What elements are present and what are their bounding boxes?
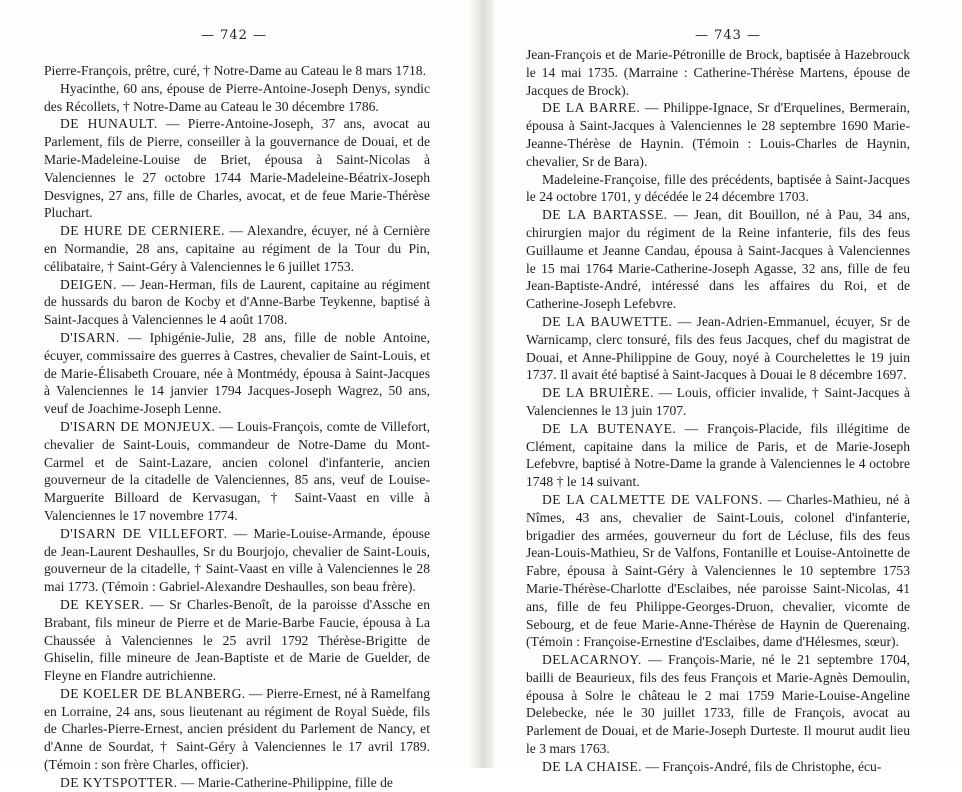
entry-text: — Jean-Adrien-Emmanuel, écuyer, Sr de Warnicamp, clerc tonsuré, fils des feus Jacques, chef du magistrat de Douai, et Anne-Philippine de Gouy, noyé à Courchelettes le 19 juin 1737. Il avait été baptisé à Saint-Jacques à Douai le 8 décembre 1697. (526, 313, 910, 383)
entry (44, 222, 430, 275)
entry-text: — Iphigénie-Julie, 28 ans, fille de noble Antoine, écuyer, commissaire des guerres à Castres, chevalier de Saint-Louis, et de Marie-Élisabeth Crouare, née à Montmédy, épousa à Saint-Jacques à Valenciennes le 14 janvier 1794 Jacques-Joseph Wagrez, 50 ans, veuf de Joachime-Joseph Lenne. (44, 329, 430, 417)
left-page (0, 0, 468, 790)
entry (44, 329, 430, 418)
entry-text: — Pierre-Antoine-Joseph, 37 ans, avocat au Parlement, fils de Pierre, conseiller à la gouvernance de Douai, et de Marie-Madeleine-Louise de Briet, épousa à Saint-Nicolas à Valenciennes le 27 octobre 1744 Marie-Madeleine-Béatrix-Joseph Desvignes, 27 ans, fille de Charles, avocat, et de feue Marie-Thérèse Pluchart. (44, 116, 430, 221)
entry-text: Jean-François et de Marie-Pétronille de Brock, baptisée à Hazebrouck le 14 mai 1735. (Marraine : Catherine-Thérèse Martens, épouse de Jacques de Brock). (526, 47, 910, 98)
entry-heading: D'ISARN. (60, 329, 120, 345)
entry-text: — Louis, officier invalide, † Saint-Jacques à Valenciennes le 13 juin 1707. (526, 385, 910, 418)
page-body (526, 46, 910, 776)
entry-text: — Philippe-Ignace, Sr d'Erquelines, Bermerain, épousa à Saint-Jacques à Valenciennes le 28 septembre 1690 Marie-Jeanne-Thérèse de Haynin. (Témoin : Louis-Charles de Haynin, chevalier, Sr de Bara). (526, 100, 910, 169)
entry-heading: DE LA CALMETTE DE VALFONS. (542, 491, 763, 507)
entry-text: — François-Placide, fils illégitime de Clément, capitaine dans la milice de Paris, et de Marie-Joseph Lefebvre, baptisé à Notre-Dame la grande à Valenciennes le 4 octobre 1748 † le 14 suivant. (526, 420, 911, 490)
entry-heading: DE LA BARRE. (542, 100, 641, 116)
entry-heading: DE KYTSPOTTER. (60, 774, 178, 790)
entry (44, 62, 430, 80)
entry-text: — Louis-François, comte de Villefort, chevalier de Saint-Louis, commandeur de Notre-Dame du Mont-Carmel et de Saint-Lazare, ancien colonel d'infanterie, ancien gouverneur de la citadelle de Valenciennes, 85 ans, veuf de Louise-Marguerite Billoard de Kervasugan, † Saint-Vaast en ville à Valenciennes le 17 novembre 1774. (44, 418, 430, 523)
entry-text: Madeleine-Françoise, fille des précédents, baptisée à Saint-Jacques le 24 octobre 1701, y décédée le 24 décembre 1703. (526, 171, 910, 205)
page-number: — 742 — (200, 28, 268, 43)
entry (526, 491, 910, 651)
entry-heading: D'ISARN DE VILLEFORT. (60, 525, 228, 541)
entry-text: — Jean-Herman, fils de Laurent, capitaine au régiment de hussards du baron de Kocby et d'Anne-Barbe Teykenne, baptisé à Saint-Jacques à Valenciennes le 4 août 1708. (44, 276, 430, 328)
entry-heading: DE LA BAUWETTE. (542, 313, 673, 329)
entry-text: — Alexandre, écuyer, né à Cernière en Normandie, 28 ans, capitaine au régiment de la Tour du Pin, célibataire, † Saint-Géry à Valenciennes le 6 juillet 1753. (44, 223, 430, 274)
entry-text: Hyacinthe, 60 ans, épouse de Pierre-Antoine-Joseph Denys, syndic des Récollets, † Notre-Dame au Cateau le 30 décembre 1786. (44, 80, 430, 114)
entry-heading: DE LA BUTENAYE. (542, 420, 677, 436)
entry (44, 115, 430, 222)
entry-text: — François-André, fils de Christophe, écu- (641, 758, 882, 774)
entry-text: Pierre-François, prêtre, curé, † Notre-Dame au Cateau le 8 mars 1718. (44, 63, 426, 78)
entry (526, 384, 910, 420)
entry-heading: DE HUNAULT. (60, 116, 158, 132)
entry (44, 80, 430, 116)
entry-text: — Sr Charles-Benoît, de la paroisse d'Assche en Brabant, fils mineur de Pierre et de Marie-Barbe Faucie, épousa à La Chaussée à Valenciennes le 25 avril 1792 Thérèse-Brigitte de Ghiselin, fille mineure de Jean-Baptiste et de Marie de Guelder, de Fleyne en Flandre autrichienne. (44, 596, 430, 684)
entry-text: — Charles-Mathieu, né à Nîmes, 43 ans, chevalier de Saint-Louis, colonel d'infanterie, brigadier des armées, gouverneur du fort de Lécluse, fils des feus Jean-Louis-Mathieu, Sr de Valfons, Fontanille et Louise-Antoinette de Fabre, épousa à Saint-Géry à Valenciennes le 10 septembre 1753 Marie-Thérèse-Charlotte d'Esclaibes, née paroisse Saint-Nicolas, 41 ans, fille de feu Philippe-Georges-Druon, chevalier, vicomte de Sebourg, et de feue Marie-Anne-Thérèse de Haynin de Querenaing. (Témoin : Françoise-Ernestine d'Esclaibes, dame d'Hélesmes, sœur). (526, 491, 910, 650)
entry (44, 596, 430, 685)
entry (44, 525, 430, 596)
entry-heading: DE KEYSER. (60, 596, 145, 612)
entry-text: — François-Marie, né le 21 septembre 1704, bailli de Beaurieux, fils des feus François et Marie-Agnès Demoulin, épousa à Solre le château le 2 mai 1759 Marie-Louise-Angeline Delebecke, née le 30 juillet 1733, fille de François, avocat au Parlement de Douai, et de Marie-Joseph Durteste. Il mourut audit lieu le 3 mars 1763. (526, 652, 910, 757)
entry (526, 99, 910, 170)
entry (526, 758, 910, 776)
entry-heading: DEIGEN. (60, 276, 117, 292)
page-body (44, 62, 430, 792)
entry (44, 276, 430, 329)
page-number: — 743 — (694, 28, 762, 43)
entry-text: — Marie-Louise-Armande, épouse de Jean-Laurent Deshaulles, Sr du Bourjojo, chevalier de Saint-Louis, gouverneur de la citadelle, † Saint-Vaast en ville à Valenciennes le 28 mai 1773. (Témoin : Gabriel-Alexandre Deshaulles, son beau frère). (44, 525, 431, 595)
entry-heading: DELACARNOY. (542, 652, 642, 668)
entry-heading: DE KOELER DE BLANBERG. (60, 685, 246, 701)
entry-text: — Jean, dit Bouillon, né à Pau, 34 ans, chirurgien major du régiment de la Reine infanterie, fils des feus Guillaume et Jeanne Candau, épousa à Saint-Jacques à Valenciennes le 15 mai 1764 Marie-Catherine-Joseph Agasse, 32 ans, fille de feu Jean-Baptiste-André, intéressé dans les affaires du Roi, et de Catherine-Joseph Lefebvre. (526, 207, 910, 312)
entry (526, 171, 910, 207)
entry-heading: DE LA BARTASSE. (542, 207, 668, 223)
entry-heading: D'ISARN DE MONJEUX. (60, 418, 216, 434)
entry-heading: DE LA CHAISE. (542, 758, 642, 774)
entry (526, 46, 910, 99)
entry-text: — Pierre-Ernest, né à Ramelfang en Lorraine, 24 ans, sous lieutenant au régiment de Royal Suède, fils de Charles-Pierre-Ernest, ancien président du Parlement de Nancy, et d'Anne de Sourdat, † Saint-Géry à Valenciennes le 17 avril 1789. (Témoin : son frère Charles, officier). (44, 685, 431, 773)
entry-heading: DE HURE DE CERNIERE. (60, 223, 225, 239)
entry (526, 313, 910, 384)
entry (526, 206, 910, 313)
entry (526, 420, 910, 491)
book-gutter (468, 0, 494, 768)
entry (44, 685, 430, 774)
entry (44, 774, 430, 792)
entry-text: — Marie-Catherine-Philippine, fille de (177, 774, 393, 790)
entry-heading: DE LA BRUIÈRE. (542, 385, 654, 401)
entry (44, 418, 430, 525)
entry (526, 651, 910, 758)
right-page (494, 0, 962, 774)
